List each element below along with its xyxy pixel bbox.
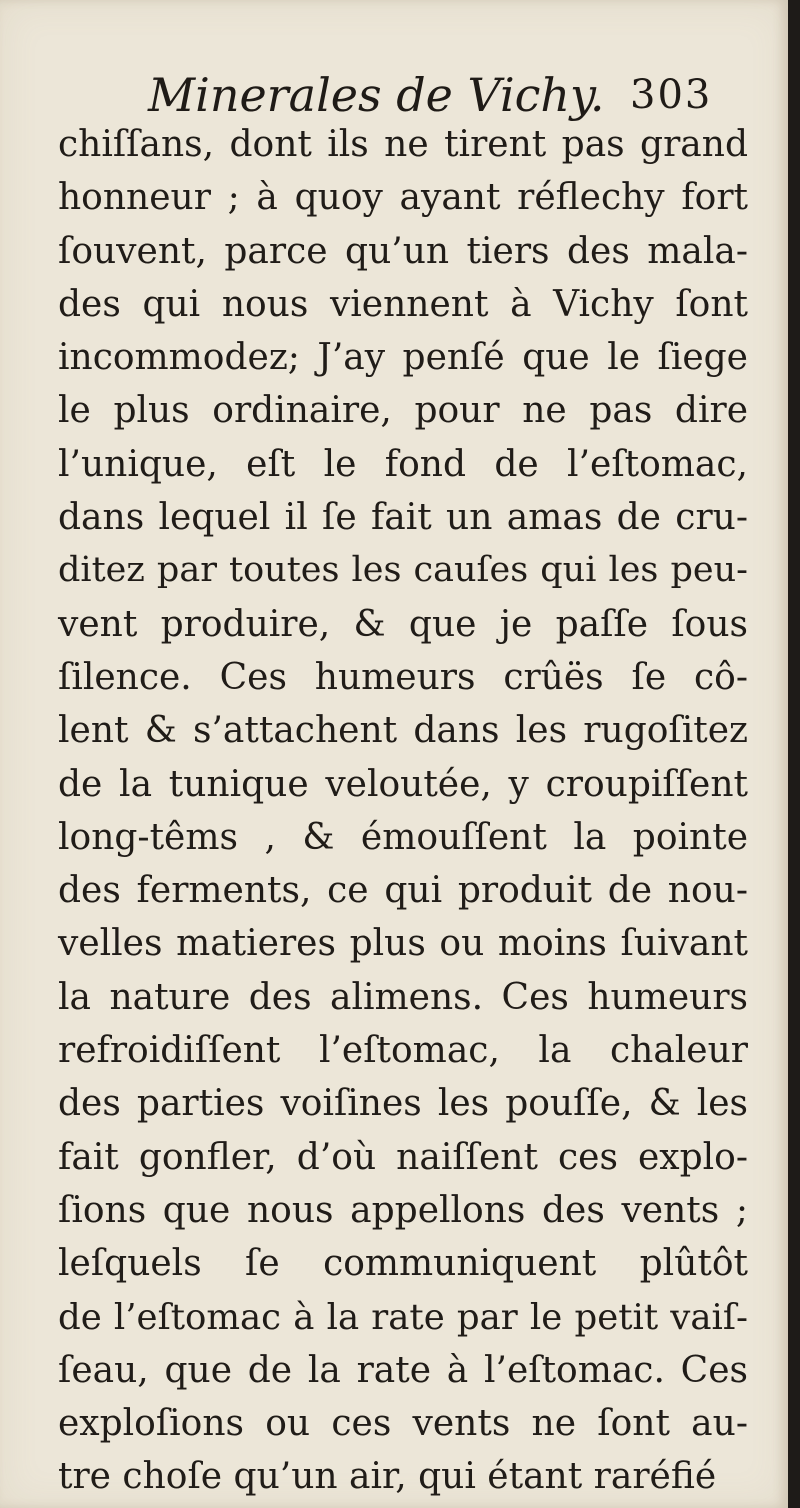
text-line-10: vent produire, & que je paſſe ſous — [58, 603, 748, 645]
text-line-13: de la tunique veloutée, y croupiſſent — [58, 763, 748, 805]
text-line-1: chiſſans, dont ils ne tirent pas grand — [58, 124, 748, 165]
body-text — [58, 118, 748, 1504]
text-line-2: honneur ; à quoy ayant réflechy fort — [58, 177, 748, 219]
text-line-22: leſquels ſe communiquent plûtôt — [58, 1243, 748, 1285]
text-line-20: fait gonfler, d’où naiſſent ces explo- — [58, 1136, 748, 1178]
text-line-25: exploſions ou ces vents ne ſont au- — [58, 1403, 748, 1445]
page-edge-shadow — [788, 0, 800, 1508]
text-line-6: le plus ordinaire, pour ne pas dire — [58, 390, 748, 432]
text-line-16: velles matieres plus ou moins ſuivant — [58, 923, 748, 965]
text-line-5: incommodez; J’ay penſé que le ſiege — [58, 337, 748, 379]
text-line-3: ſouvent, parce qu’un tiers des mala- — [58, 230, 748, 272]
text-line-23: de l’eſtomac à la rate par le petit vaiſ- — [58, 1296, 748, 1338]
text-line-11: ſilence. Ces humeurs crûës ſe cô- — [58, 656, 748, 698]
running-title: Minerales de Vichy. — [148, 68, 605, 122]
text-line-24: ſeau, que de la rate à l’eſtomac. Ces — [58, 1349, 748, 1391]
text-line-17: la nature des alimens. Ces humeurs — [58, 976, 748, 1018]
text-line-14: long-têms , & émouſſent la pointe — [58, 816, 748, 858]
text-line-12: lent & s’attachent dans les rugoſitez — [58, 710, 748, 752]
text-line-26: tre choſe qu’un air, qui étant raréfié — [58, 1456, 717, 1498]
text-line-15: des ferments, ce qui produit de nou- — [58, 870, 748, 912]
text-line-19: des parties voiſines les pouſſe, & les — [58, 1083, 748, 1125]
text-line-4: des qui nous viennent à Vichy ſont — [58, 283, 748, 325]
text-line-8: dans lequel il ſe fait un amas de cru- — [58, 497, 748, 539]
page-number: 303 — [630, 72, 713, 118]
text-line-21: ſions que nous appellons des vents ; — [58, 1189, 748, 1231]
text-line-9: ditez par toutes les cauſes qui les peu- — [58, 550, 748, 591]
text-line-18: refroidiſſent l’eſtomac, la chaleur — [58, 1030, 748, 1072]
text-line-7: l’unique, eſt le fond de l’eſtomac, — [58, 443, 748, 485]
